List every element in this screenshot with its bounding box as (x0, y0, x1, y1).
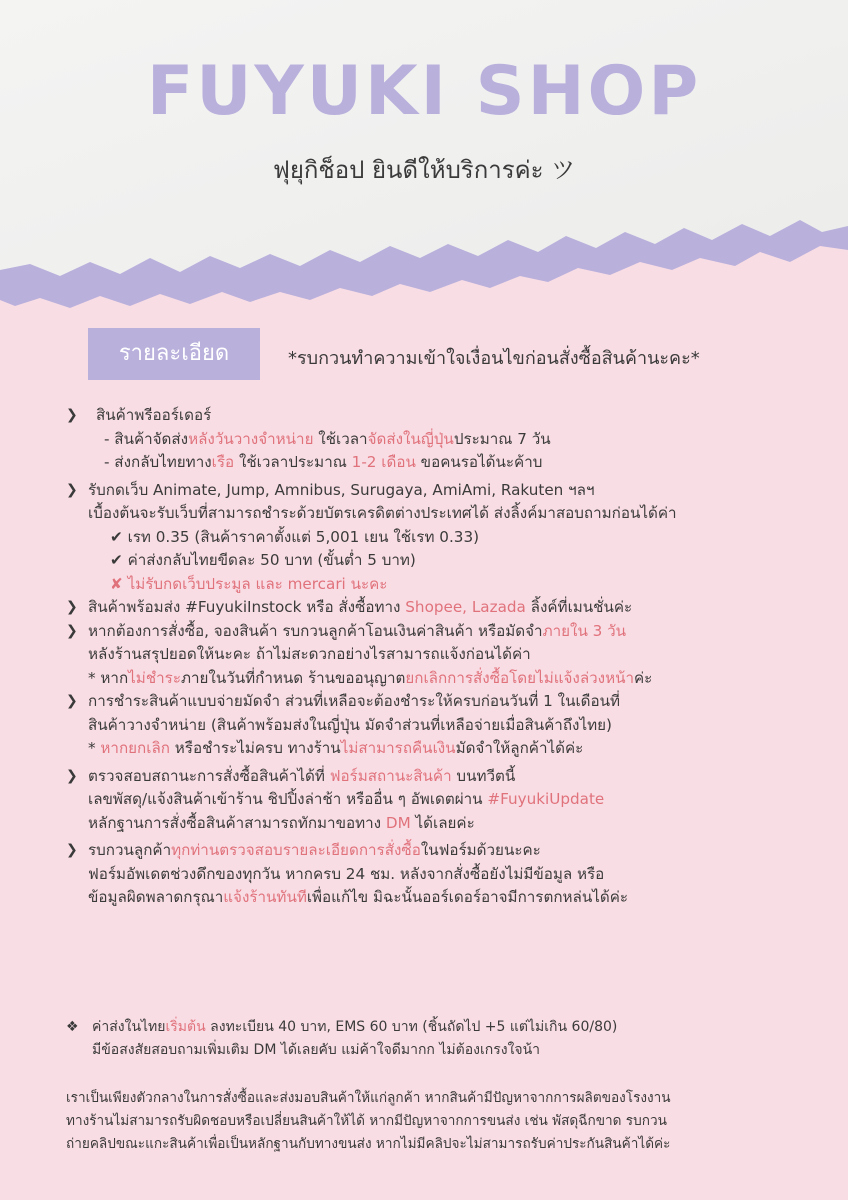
text: หากต้องการสั่งซื้อ, จองสินค้า รบกวนลูกค้าโอนเงินค่าสินค้า หรือมัดจำ (88, 621, 543, 640)
chevron-bullet-icon: ❯ (66, 407, 78, 423)
text: - ส่งกลับไทยทาง (104, 453, 212, 471)
text: ใช้เวลาประมาณ (234, 453, 352, 471)
list-item (66, 404, 826, 428)
text: มัดจำให้ลูกค้าได้ค่ะ (455, 739, 584, 757)
highlight-text: 1-2 เดือน (351, 453, 416, 471)
cross-icon: ✘ (110, 574, 128, 593)
item-text: สินค้าพรีออร์เดอร์ (96, 406, 212, 424)
list-item (66, 839, 826, 863)
chevron-bullet-icon: ❯ (66, 767, 78, 784)
disclaimer (66, 1087, 796, 1156)
disclaimer-line: ถ่ายคลิปขณะแกะสินค้าเพื่อเป็นหลักฐานกับทางขนส่ง หากไม่มีคลิปจะไม่สามารถรับค่าประกันสินค้าได้ค่ะ (66, 1136, 671, 1152)
highlight-text: แจ้งร้านทันที (223, 888, 307, 906)
sub-item (66, 428, 826, 452)
list-item (66, 479, 826, 503)
item-text: การชำระสินค้าแบบจ่ายมัดจำ ส่วนที่เหลือจะต้องชำระให้ครบก่อนวันที่ 1 ในเดือนที่ (88, 692, 621, 710)
highlight-text: DM (385, 813, 411, 832)
shop-subtitle: ฟุยุกิช็อป ยินดีให้บริการค่ะ ツ (272, 156, 576, 184)
item-text: เรท 0.35 (สินค้าราคาตั้งแต่ 5,001 เยน ใช้เรท 0.33) (127, 527, 480, 546)
text: ข้อมูลผิดพลาดกรุณา (88, 888, 224, 906)
text: ใช้เวลา (313, 429, 368, 448)
list-item (66, 690, 826, 714)
text: เพื่อแก้ไข มิฉะนั้นออร์เดอร์อาจมีการตกหล่นได้ค่ะ (306, 888, 629, 906)
list-item (66, 765, 826, 789)
highlight-text: Shopee, Lazada (405, 598, 526, 616)
highlight-text: เรือ (211, 453, 235, 471)
chevron-bullet-icon: ❯ (66, 481, 78, 498)
check-item (66, 526, 826, 550)
highlight-text: ไม่สามารถคืนเงิน (340, 739, 456, 757)
highlight-text: ทุกท่านตรวจสอบรายละเอียดการสั่งซื้อ (171, 841, 421, 859)
check-item (66, 549, 826, 573)
text: ขอคนรอได้นะค้าบ (415, 453, 543, 471)
note-line (66, 1016, 617, 1039)
check-icon: ✔ (110, 527, 128, 546)
text: สินค้าพร้อมส่ง #FuyukiInstock หรือ สั่งซื้อทาง (88, 598, 406, 616)
text: ค่าส่งในไทย (92, 1019, 166, 1035)
disclaimer-line: เราเป็นเพียงตัวกลางในการสั่งซื้อและส่งมอบสินค้าให้แก่ลูกค้า หากสินค้ามีปัญหาจากการผลิตของโรงงาน (66, 1090, 671, 1106)
check-icon: ✔ (110, 551, 128, 569)
text: หรือชำระไม่ครบ ทางร้าน (169, 739, 341, 757)
note-line: มีข้อสงสัยสอบถามเพิ่มเติม DM ได้เลยคับ แม่ค้าใจดีมากก ไม่ต้องเกรงใจน้า (92, 1042, 541, 1058)
cross-item (66, 573, 826, 597)
text: หลักฐานการสั่งซื้อสินค้าสามารถทักมาขอทาง (88, 813, 386, 832)
text: - สินค้าจัดส่ง (104, 429, 189, 448)
text: เลขพัสดุ/แจ้งสินค้าเข้าร้าน ชิปปิ้งล่าช้า หรืออื่น ๆ อัพเดตผ่าน (88, 790, 488, 808)
text: ภายในวันที่กำหนด ร้านขออนุญาต (180, 668, 406, 687)
chevron-bullet-icon: ❯ (66, 622, 78, 639)
highlight-text: #FuyukiUpdate (487, 790, 605, 808)
chevron-bullet-icon: ❯ (66, 693, 78, 709)
highlight-text: หากยกเลิก (100, 739, 170, 757)
item-text (66, 886, 826, 910)
item-text: สินค้าวางจำหน่าย (สินค้าพร้อมส่งในญี่ปุ่น มัดจำส่วนที่เหลือจ่ายเมื่อสินค้าถึงไทย) (88, 715, 612, 734)
highlight-text: ยกเลิกการสั่งซื้อโดยไม่แจ้งล่วงหน้า (405, 668, 634, 687)
item-text: ค่าส่งกลับไทยขีดละ 50 บาท (ขั้นต่ำ 5 บาท) (127, 551, 416, 569)
sub-item (66, 451, 826, 475)
text: ได้เลยค่ะ (410, 813, 475, 832)
item-text (66, 812, 826, 836)
highlight-text: เริ่มต้น (165, 1019, 206, 1035)
text: ลงทะเบียน 40 บาท, EMS 60 บาท (ชิ้นถัดไป +5 แต่ไม่เกิน 60/80) (205, 1019, 618, 1035)
item-text: รับกดเว็บ Animate, Jump, Amnibus, Surugaya, AmiAmi, Rakuten ฯลฯ (88, 480, 595, 499)
list-item (66, 620, 826, 644)
text: * หาก (88, 668, 129, 687)
four-diamond-icon: ❖ (66, 1019, 79, 1035)
shipping-note (66, 1016, 617, 1062)
text: ตรวจสอบสถานะการสั่งซื้อสินค้าได้ที่ (88, 766, 330, 785)
text: * (88, 739, 101, 757)
item-text: ไม่รับกดเว็บประมูล และ mercari นะคะ (127, 574, 388, 593)
details-badge: รายละเอียด (88, 328, 260, 380)
item-text: เบื้องต้นจะรับเว็บที่สามารถชำระด้วยบัตรเครดิตต่างประเทศได้ ส่งลิ้งค์มาสอบถามก่อนได้ค่า (88, 504, 677, 522)
shop-title: FUYUKI SHOP (146, 52, 702, 131)
highlight-text: ฟอร์มสถานะสินค้า (329, 766, 452, 785)
disclaimer-line: ทางร้านไม่สามารถรับผิดชอบหรือเปลี่ยนสินค้าให้ได้ หากมีปัญหาจากการขนส่ง เช่น พัสดุฉีกขาด รบกวน (66, 1113, 667, 1129)
text: ในฟอร์มด้วยนะคะ (420, 841, 541, 859)
text: ลิ้งค์ที่เมนชั่นค่ะ (525, 598, 633, 616)
terms-list (66, 404, 826, 910)
text: รบกวนลูกค้า (88, 841, 172, 859)
terms-notice: *รบกวนทำความเข้าใจเงื่อนไขก่อนสั่งซื้อสินค้านะคะ* (288, 348, 700, 369)
item-text (66, 788, 826, 812)
highlight-text: ภายใน 3 วัน (542, 621, 627, 640)
text: ค่ะ (634, 668, 653, 687)
item-note (66, 737, 826, 761)
item-text: ฟอร์มอัพเดตช่วงดึกของทุกวัน หากครบ 24 ชม. หลังจากสั่งซื้อยังไม่มีข้อมูล หรือ (88, 864, 605, 883)
text: ประมาณ 7 วัน (453, 429, 551, 448)
chevron-bullet-icon: ❯ (66, 842, 78, 858)
chevron-bullet-icon: ❯ (66, 599, 78, 615)
highlight-text: หลังวันวางจำหน่าย (188, 429, 314, 448)
list-item (66, 596, 826, 620)
highlight-text: ไม่ชำระ (128, 668, 181, 687)
text: บนทวีตนี้ (451, 766, 516, 785)
highlight-text: จัดส่งในญี่ปุ่น (367, 429, 454, 448)
item-note (66, 667, 826, 691)
item-text: หลังร้านสรุปยอดให้นะคะ ถ้าไม่สะดวกอย่างไรสามารถแจ้งก่อนได้ค่า (88, 645, 531, 663)
